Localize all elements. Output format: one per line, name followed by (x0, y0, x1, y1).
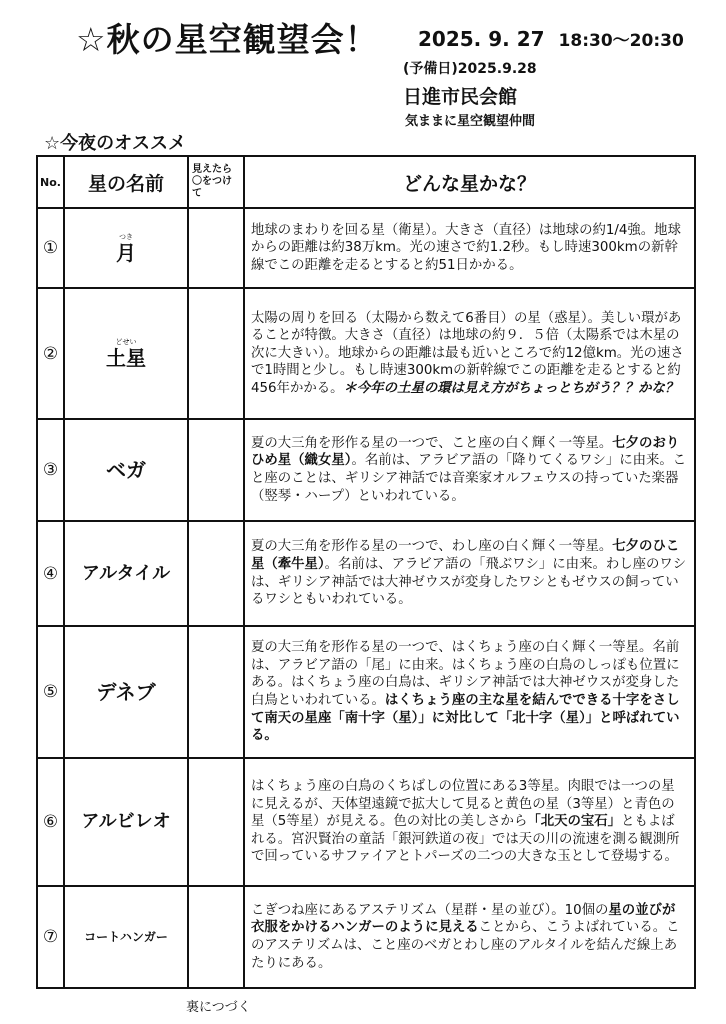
check-box-cell[interactable] (188, 521, 244, 626)
star-name-cell (64, 208, 188, 288)
description-text: 地球のまわりを回る星（衛星）。大きさ（直径）は地球の約1/4強。地球からの距離は約38万km。光の速さで約1.2秒。もし時速300kmの新幹線でこの距離を走るとすると約51日かかる。 (251, 222, 681, 273)
description-text: ともよばれる。宮沢賢治の童話「銀河鉄道の夜」では天の川の流速を測る観測所で回っているサファイアとトパーズの二つの大きな玉として登場する。 (251, 814, 680, 865)
organizer: 気ままに星空観望仲間 (405, 114, 536, 129)
star-name-cell (64, 626, 188, 758)
check-box-cell[interactable] (188, 419, 244, 521)
row-number: ⑥ (37, 758, 64, 886)
star-description (244, 208, 695, 288)
check-box-cell[interactable] (188, 626, 244, 758)
star-description (244, 521, 695, 626)
continued-note: 裏につづく (186, 1000, 251, 1015)
section-title: ☆今夜のオススメ (44, 133, 186, 154)
header-name: 星の名前 (64, 156, 188, 208)
header-description: どんな星かな？ (244, 156, 695, 208)
check-box-cell[interactable] (188, 208, 244, 288)
star-name: アルビレオ (81, 811, 171, 832)
star-name: 土星 (106, 346, 146, 370)
event-time: 18:30〜20:30 (558, 31, 684, 51)
reserve-date: (予備日)2025.9.28 (403, 61, 537, 77)
venue: 日進市民会館 (403, 86, 518, 108)
description-text: ことから、こうよばれている。このアステリズムは、こと座のベガとわし座のアルタイルを結んだ線上あたりにある。 (251, 920, 680, 971)
star-name-cell (64, 886, 188, 988)
star-name-ruby: どせい (115, 338, 137, 346)
table-row (37, 758, 695, 886)
check-box-cell[interactable] (188, 886, 244, 988)
description-text: 太陽の周りを回る（太陽から数えて6番目）の星（惑星）。美しい環があることが特徴。大きさ（直径）は地球の約９．５倍（太陽系では木星の次に大きい）。地球からの距離は最も近いところで約12億km。光の速さで1時間と少し。もし時速300kmの新幹線でこの距離を走るとすると約456年かかる。 (251, 310, 684, 396)
header-no: No. (37, 156, 64, 208)
table-row (37, 288, 695, 419)
description-text: 七夕のおりひめ星（織女星） (251, 435, 680, 469)
star-name-cell (64, 419, 188, 521)
description-text: 夏の大三角を形作る星の一つで、わし座の白く輝く一等星。 (251, 539, 613, 555)
row-number: ① (37, 208, 64, 288)
description-text: 星の並びが衣服をかけるハンガーのように見える (251, 902, 676, 936)
description-text: 七夕のひこ星（牽牛星） (251, 539, 680, 572)
description-text: こぎつね座にあるアステリズム（星群・星の並び）。10個の (251, 902, 609, 918)
row-number: ④ (37, 521, 64, 626)
star-name: コートハンガー (84, 930, 168, 944)
star-name: アルタイル (81, 562, 171, 584)
row-number: ③ (37, 419, 64, 521)
check-box-cell[interactable] (188, 758, 244, 886)
star-name-cell (64, 288, 188, 419)
page-title: ☆秋の星空観望会！ (76, 20, 379, 59)
row-number: ② (37, 288, 64, 419)
table-row (37, 886, 695, 988)
description-text: 「北天の宝石」 (527, 814, 622, 830)
event-date-value: 2025. 9. 27 (418, 27, 545, 51)
star-name-ruby: つき (119, 232, 133, 241)
row-number: ⑤ (37, 626, 64, 758)
star-name: デネブ (96, 680, 156, 704)
header-check: 見えたら〇をつけて (188, 156, 244, 208)
star-name-cell (64, 758, 188, 886)
description-text: ＊今年の土星の環は見え方がちょっとちがう？？かな？ (343, 380, 679, 396)
row-number: ⑦ (37, 886, 64, 988)
description-text: はくちょう座の主な星を結んでできる十字をさして南天の星座「南十字（星）」に対比して「北十字（星）」と呼ばれている。 (251, 693, 680, 744)
description-text: 夏の大三角を形作る星の一つで、こと座の白く輝く一等星。 (251, 435, 613, 451)
table-header-row (37, 156, 695, 208)
star-table (36, 155, 696, 989)
star-name-cell (64, 521, 188, 626)
description-text: 。名前は、アラビア語の「飛ぶワシ」に由来。わし座のワシは、ギリシア神話では大神ゼウスが変身したワシともゼウスの飼っているワシともいわれている。 (251, 556, 687, 608)
description-text: 夏の大三角を形作る星の一つで、はくちょう座の白く輝く一等星。名前は、アラビア語の「尾」に由来。はくちょう座の白鳥のしっぽも位置にある。はくちょう座の白鳥は、ギリシア神話では大神ゼウスが変身した白鳥といわれている。 (251, 640, 680, 708)
star-name: ベガ (106, 458, 146, 482)
description-text: はくちょう座の白鳥のくちばしの位置にある3等星。肉眼では一つの星に見えるが、天体望遠鏡で拡大して見ると黄色の星（3等星）と青色の星（5等星）が見える。色の対比の美しさから (251, 779, 675, 830)
table-row (37, 208, 695, 288)
star-description (244, 886, 695, 988)
star-name: 月 (116, 240, 136, 265)
star-description (244, 419, 695, 521)
description-text: 。名前は、アラビア語の「降りてくるワシ」に由来。こと座のことは、ギリシア神話では音楽家オルフェウスの持っていた楽器（竪琴・ハープ）といわれている。 (251, 453, 687, 504)
table-row (37, 521, 695, 626)
star-description (244, 626, 695, 758)
star-description (244, 288, 695, 419)
check-box-cell[interactable] (188, 288, 244, 419)
event-date (418, 26, 684, 51)
star-description (244, 758, 695, 886)
table-row (37, 419, 695, 521)
table-row (37, 626, 695, 758)
